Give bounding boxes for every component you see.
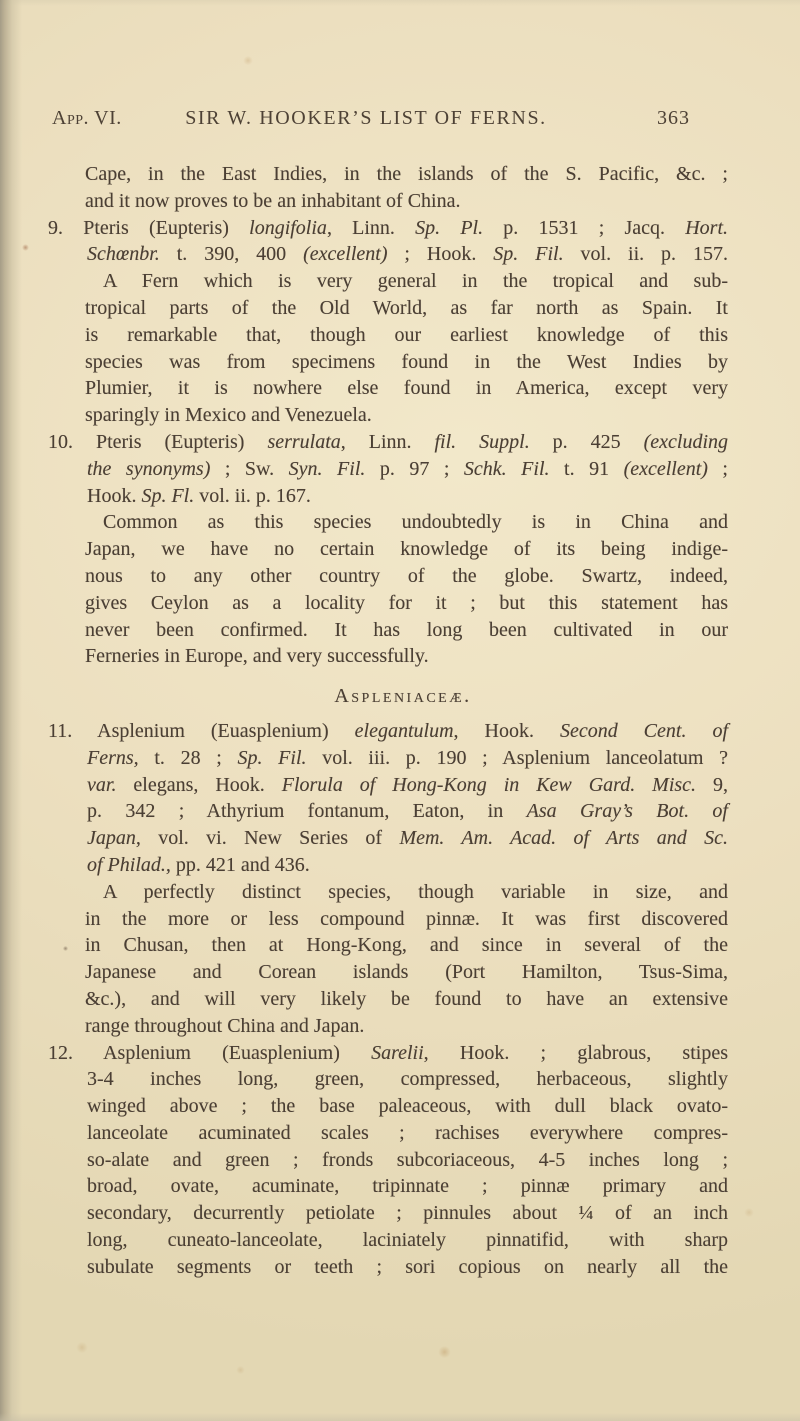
appendix-label: App. VI. — [52, 107, 122, 129]
text-segment: , Hook. ; glabrous, stipes — [423, 1041, 728, 1064]
text-segment: pp. 421 and 436. — [170, 853, 310, 876]
text-segment: tropical parts of the Old World, as far north as Spain. It — [85, 296, 728, 319]
italic-text-segment: Sp. Fl. — [141, 484, 195, 507]
text-segment: Japan, we have no certain knowledge of its being indige- — [85, 538, 728, 561]
text-line — [48, 322, 728, 349]
text-segment: vol. iii. p. 190 ; Asplenium lanceolatum ? — [306, 746, 728, 769]
page-edge-top — [0, 0, 800, 6]
text-block — [48, 161, 728, 1281]
text-segment: , Linn. — [326, 216, 416, 239]
text-line — [48, 590, 728, 617]
binding-edge-shadow — [0, 0, 22, 1421]
text-segment: elegans, Hook. — [116, 773, 282, 796]
text-segment: vol. vi. New Series of — [140, 827, 400, 850]
italic-text-segment: var. — [87, 773, 117, 796]
text-line — [48, 375, 728, 402]
text-segment: Common as this species undoubtedly is in China and — [103, 511, 728, 534]
text-segment: subulate segments or teeth ; sori copious on nearly all the — [87, 1255, 728, 1278]
text-line — [48, 879, 728, 906]
text-segment: t. 390, 400 — [159, 243, 304, 266]
italic-text-segment: Mem. Am. Acad. of Arts and Sc. — [399, 827, 728, 850]
text-segment: in Chusan, then at Hong-Kong, and since in several of the — [85, 934, 728, 957]
text-segment: range throughout China and Japan. — [85, 1014, 365, 1037]
text-segment: , Linn. — [340, 430, 435, 453]
text-segment: nous to any other country of the globe. Swartz, indeed, — [85, 564, 728, 587]
italic-text-segment: Asa Gray’s Bot. of — [526, 800, 728, 823]
text-line — [48, 563, 728, 590]
text-segment: t. 91 — [549, 457, 624, 480]
foxing-spot — [243, 56, 253, 65]
text-line — [48, 483, 728, 510]
text-segment: 9. Pteris (Eupteris) — [48, 216, 250, 239]
text-line — [48, 429, 728, 456]
text-segment: ; — [707, 457, 728, 480]
italic-text-segment: Ferns, — [87, 746, 139, 769]
foxing-spot — [438, 1346, 451, 1358]
page-title: SIR W. HOOKER’S LIST OF FERNS. — [185, 107, 547, 129]
text-segment: sparingly in Mexico and Venezuela. — [85, 404, 372, 427]
text-line — [48, 509, 728, 536]
text-segment: p. 425 — [529, 430, 644, 453]
text-segment: winged above ; the base paleaceous, with dull black ovato- — [87, 1095, 728, 1118]
text-segment: species was from specimens found in the West Indies by — [85, 350, 728, 373]
italic-text-segment: Syn. Fil. — [288, 457, 366, 480]
italic-text-segment: Sp. Pl. — [415, 216, 484, 239]
text-segment: p. 97 ; — [365, 457, 464, 480]
italic-text-segment: (excellent) — [623, 457, 708, 480]
text-line — [48, 718, 728, 745]
text-line — [48, 1066, 728, 1093]
text-segment: lanceolate acuminated scales ; rachises everywhere compres- — [87, 1121, 728, 1144]
text-line — [48, 1173, 728, 1200]
text-line — [48, 1013, 728, 1040]
italic-text-segment: (excluding — [643, 430, 729, 453]
italic-text-segment: (excellent) — [303, 243, 388, 266]
text-segment: so-alate and green ; fronds subcoriaceous, 4-5 inches long ; — [87, 1148, 728, 1171]
text-line — [48, 241, 728, 268]
foxing-spot — [22, 244, 29, 251]
text-segment: Aspleniaceæ. — [334, 685, 472, 708]
text-segment: Cape, in the East Indies, in the islands of the S. Pacific, &c. ; — [85, 163, 728, 185]
text-segment: in the more or less compound pinnæ. It was first discovered — [85, 907, 728, 930]
section-heading — [48, 683, 728, 710]
italic-text-segment: Schœnbr. — [87, 243, 160, 266]
text-segment: 11. Asplenium (Euasplenium) — [48, 719, 355, 742]
text-segment: Plumier, it is nowhere else found in America, except very — [85, 377, 728, 400]
text-segment: vol. ii. p. 167. — [194, 484, 311, 507]
italic-text-segment: of Philad., — [87, 853, 171, 876]
text-line — [48, 1227, 728, 1254]
italic-text-segment: elegantulum — [354, 719, 454, 742]
text-line — [48, 1093, 728, 1120]
text-line — [48, 745, 728, 772]
text-line — [48, 268, 728, 295]
text-line — [48, 215, 728, 242]
italic-text-segment: Sarelii — [371, 1041, 424, 1064]
text-segment: vol. ii. p. 157. — [563, 243, 728, 266]
text-line — [48, 986, 728, 1013]
text-segment: 9, — [696, 773, 728, 796]
text-segment: 3-4 inches long, green, compressed, herbaceous, slightly — [87, 1068, 728, 1091]
text-segment: A perfectly distinct species, though variable in size, and — [103, 880, 728, 903]
text-line — [48, 188, 728, 215]
text-segment: never been confirmed. It has long been cultivated in our — [85, 618, 728, 641]
italic-text-segment: longifolia — [249, 216, 327, 239]
text-line — [48, 959, 728, 986]
text-line — [48, 402, 728, 429]
running-header — [0, 107, 800, 135]
italic-text-segment: Japan, — [87, 827, 141, 850]
text-line — [48, 798, 728, 825]
italic-text-segment: Second Cent. of — [559, 719, 728, 742]
text-line — [48, 349, 728, 376]
text-line — [48, 295, 728, 322]
text-segment: 10. Pteris (Eupteris) — [48, 430, 268, 453]
text-segment: secondary, decurrently petiolate ; pinnules about ¼ of an inch — [87, 1202, 728, 1225]
text-segment: 12. Asplenium (Euasplenium) — [48, 1041, 372, 1064]
text-segment: Japanese and Corean islands (Port Hamilton, Tsus-Sima, — [85, 961, 728, 984]
italic-text-segment: the synonyms) — [87, 457, 211, 480]
italic-text-segment: Schk. Fil. — [463, 457, 550, 480]
text-segment: ; Sw. — [210, 457, 289, 480]
italic-text-segment: fil. Suppl. — [434, 430, 530, 453]
text-segment: broad, ovate, acuminate, tripinnate ; pinnæ primary and — [87, 1175, 728, 1198]
text-line — [48, 617, 728, 644]
text-segment: Hook. — [87, 484, 142, 507]
italic-text-segment: Hort. — [685, 216, 729, 239]
page-edge-bottom — [0, 1413, 800, 1421]
text-line — [48, 1200, 728, 1227]
text-line — [48, 161, 728, 188]
foxing-spot — [236, 1366, 245, 1374]
text-line — [48, 643, 728, 670]
text-line — [48, 852, 728, 879]
text-segment: , Hook. — [453, 719, 560, 742]
foxing-spot — [744, 1208, 754, 1217]
text-line — [48, 1120, 728, 1147]
text-segment: gives Ceylon as a locality for it ; but this statement has — [85, 591, 728, 614]
text-line — [48, 825, 728, 852]
text-line — [48, 456, 728, 483]
foxing-spot — [76, 1342, 88, 1353]
text-line — [48, 772, 728, 799]
text-line — [48, 906, 728, 933]
text-segment: p. 1531 ; Jacq. — [483, 216, 686, 239]
text-line — [48, 1147, 728, 1174]
text-line — [48, 1254, 728, 1281]
text-segment: is remarkable that, though our earliest knowledge of this — [85, 323, 728, 346]
text-segment: Ferneries in Europe, and very successfully. — [85, 645, 429, 668]
italic-text-segment: Sp. Fil. — [237, 746, 307, 769]
page-number: 363 — [657, 107, 690, 129]
text-segment: t. 28 ; — [138, 746, 238, 769]
text-line — [48, 932, 728, 959]
text-line — [48, 1040, 728, 1067]
text-line — [48, 536, 728, 563]
text-segment: &c.), and will very likely be found to have an extensive — [85, 987, 728, 1010]
italic-text-segment: Sp. Fil. — [493, 243, 564, 266]
text-segment: long, cuneato-lanceolate, laciniately pinnatifid, with sharp — [87, 1229, 728, 1252]
text-segment: ; Hook. — [387, 243, 494, 266]
text-segment: p. 342 ; Athyrium fontanum, Eaton, in — [87, 800, 527, 823]
italic-text-segment: Florula of Hong-Kong in Kew Gard. Misc. — [281, 773, 697, 796]
text-segment: and it now proves to be an inhabitant of China. — [85, 189, 461, 212]
text-segment: A Fern which is very general in the tropical and sub- — [103, 270, 728, 293]
italic-text-segment: serrulata — [267, 430, 341, 453]
